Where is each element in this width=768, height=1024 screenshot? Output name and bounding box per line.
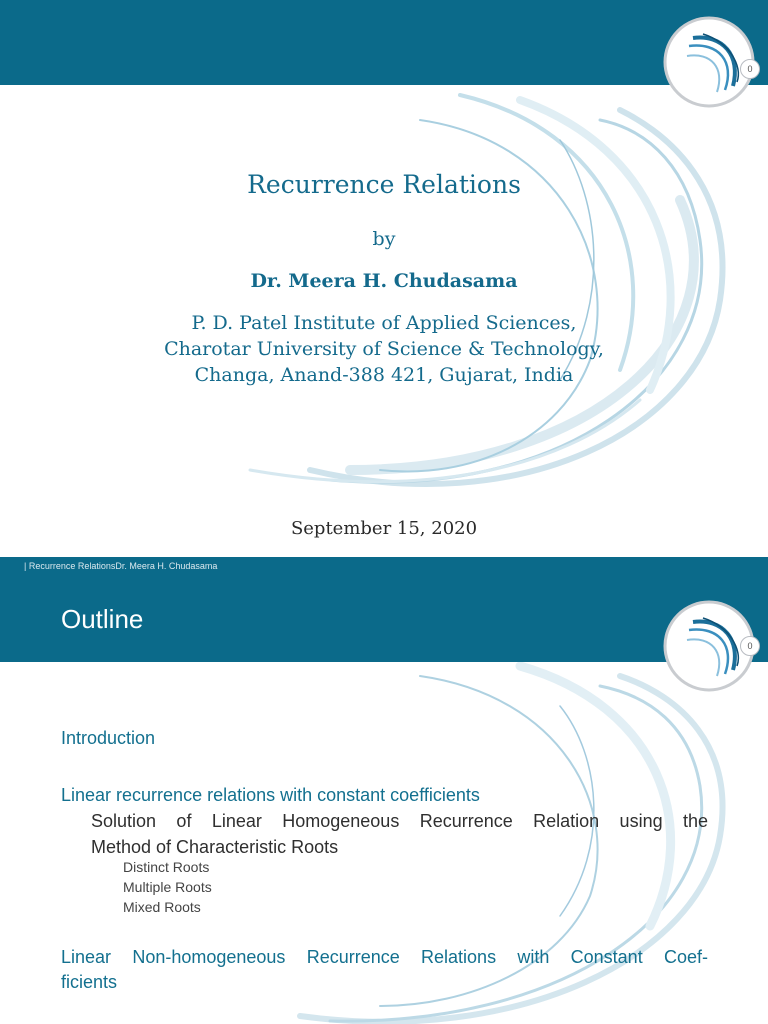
institute-line: Changa, Anand-388 421, Gujarat, India: [194, 364, 574, 386]
header-banner: [0, 0, 768, 85]
outline-slide: [0, 576, 768, 1024]
author-name: Dr. Meera H. Chudasama: [250, 270, 518, 292]
outline-section-nonhomogeneous[interactable]: [61, 945, 708, 995]
institute-block: [0, 310, 768, 388]
outline-section-linear-recurrence[interactable]: Linear recurrence relations with constant coefficients: [61, 785, 480, 805]
section-line: Linear Non-homogeneous Recurrence Relations with Constant Coef-: [61, 947, 708, 967]
footer-bar: | Recurrence RelationsDr. Meera H. Chudasama: [0, 557, 768, 576]
slide-number: 0: [740, 59, 760, 79]
subsection-line: Method of Characteristic Roots: [91, 837, 339, 857]
frame-title: Outline: [61, 604, 144, 634]
section-line: ficients: [61, 972, 118, 992]
outline-section-introduction[interactable]: Introduction: [61, 728, 156, 748]
institute-line: P. D. Patel Institute of Applied Sciences,: [191, 312, 577, 334]
outline-subsection-homogeneous[interactable]: [91, 808, 708, 860]
outline-subsubsection-mixed-roots[interactable]: Mixed Roots: [123, 899, 201, 915]
subsection-line: Solution of Linear Homogeneous Recurrence Relation using the: [91, 811, 708, 831]
outline-subsubsection-multiple-roots[interactable]: Multiple Roots: [123, 879, 212, 895]
by-label: by: [372, 228, 396, 250]
institute-line: Charotar University of Science & Technology,: [164, 338, 604, 360]
presentation-title: Recurrence Relations: [247, 170, 521, 199]
presentation-date: September 15, 2020: [290, 518, 478, 539]
slide-number: 0: [740, 636, 760, 656]
outline-subsubsection-distinct-roots[interactable]: Distinct Roots: [123, 859, 210, 875]
